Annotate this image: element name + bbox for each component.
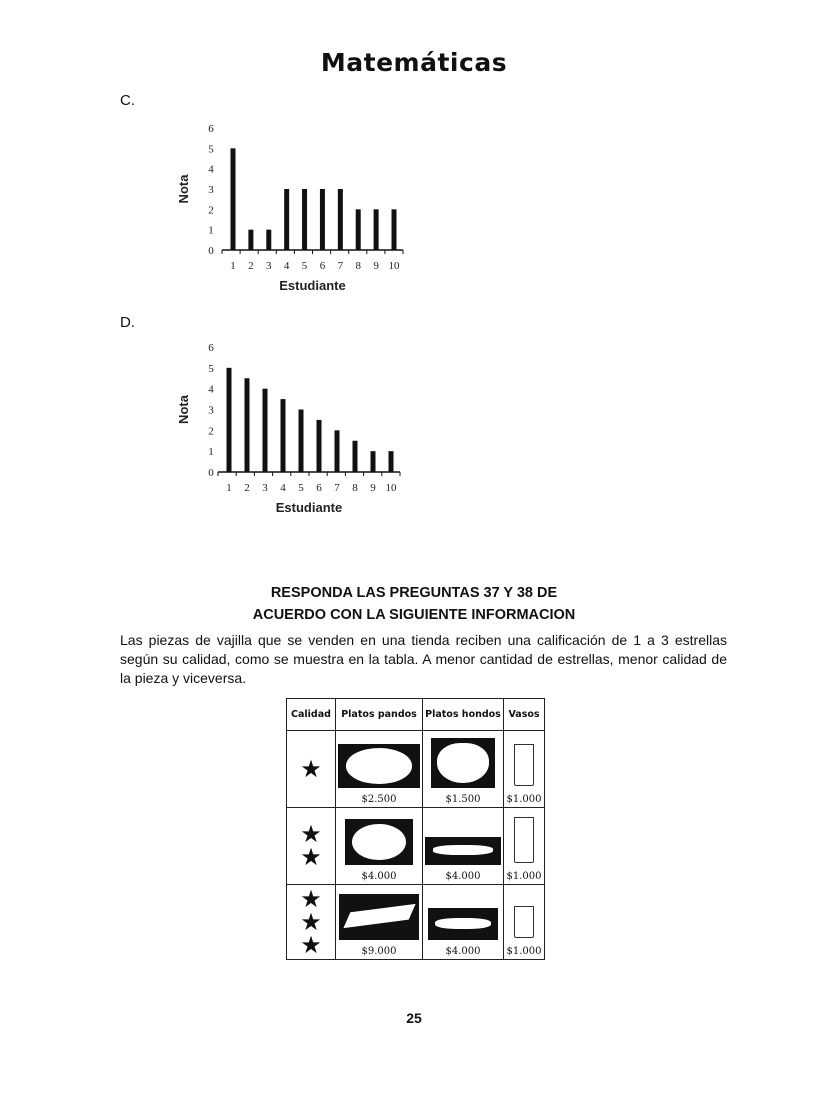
quality-stars	[287, 885, 336, 960]
x-tick-label: 3	[266, 260, 272, 272]
x-tick-label: 9	[370, 482, 376, 494]
product-cell	[336, 731, 423, 808]
section-heading	[0, 582, 828, 626]
chart-d	[0, 335, 828, 525]
price-label: $1.500	[445, 794, 481, 805]
bar-4	[281, 399, 286, 472]
header-platos-pandos: Platos pandos	[336, 699, 423, 731]
bar-5	[299, 410, 304, 473]
table-header-row	[287, 699, 545, 731]
dish-image	[431, 738, 495, 788]
y-tick-label: 5	[208, 362, 214, 375]
price-label: $1.000	[506, 794, 542, 805]
x-axis-title: Estudiante	[275, 500, 343, 515]
star-icon: ★	[300, 754, 322, 783]
star-icon: ★	[300, 843, 322, 871]
product-cell	[504, 808, 545, 885]
bar-7	[338, 189, 343, 250]
price-label: $9.000	[361, 946, 397, 957]
dish-image	[339, 894, 419, 940]
y-axis-title: Nota	[176, 174, 191, 204]
star-icon: ★	[300, 884, 322, 913]
y-tick-label: 1	[208, 224, 214, 237]
header-calidad: Calidad	[287, 699, 336, 731]
price-label: $4.000	[445, 946, 481, 957]
heading-line-2: ACUERDO CON LA SIGUIENTE INFORMACION	[252, 607, 576, 623]
bar-9	[371, 451, 376, 472]
x-tick-label: 8	[355, 260, 361, 272]
x-tick-label: 10	[385, 482, 397, 494]
dish-image	[345, 819, 413, 865]
bar-2	[248, 230, 253, 250]
star-icon: ★	[300, 820, 322, 848]
bar-1	[231, 148, 236, 250]
y-tick-label: 1	[208, 446, 214, 459]
option-c-label: C.	[120, 92, 135, 109]
price-label: $4.000	[445, 871, 481, 882]
intro-paragraph: Las piezas de vajilla que se venden en una tienda reciben una calificación de 1 a 3 estrellas según su calidad, como se muestra en la tabla. A menor cantidad de estrellas, menor calidad de la pieza y viceversa.	[120, 632, 727, 686]
product-cell	[504, 885, 545, 960]
x-tick-label: 10	[388, 260, 400, 272]
product-cell	[423, 731, 504, 808]
price-label: $1.000	[506, 946, 542, 957]
table-row	[287, 731, 545, 808]
x-tick-label: 5	[301, 260, 308, 272]
x-tick-label: 2	[248, 260, 254, 272]
x-tick-label: 2	[244, 482, 250, 494]
y-tick-label: 4	[208, 383, 214, 396]
x-tick-label: 5	[298, 482, 304, 494]
option-d-label: D.	[120, 314, 135, 331]
bar-3	[263, 389, 268, 472]
heading-line-1: RESPONDA LAS PREGUNTAS 37 Y 38 DE	[270, 585, 558, 601]
y-tick-label: 0	[208, 245, 214, 257]
y-tick-label: 3	[208, 184, 214, 196]
x-tick-label: 4	[283, 260, 290, 272]
quality-stars	[287, 731, 336, 808]
x-tick-label: 6	[316, 482, 322, 494]
quality-table	[286, 698, 545, 960]
product-cell	[423, 885, 504, 960]
price-label: $2.500	[361, 794, 397, 805]
product-cell	[504, 731, 545, 808]
dish-image	[338, 744, 420, 788]
y-axis-title: Nota	[176, 395, 191, 424]
page-number: 25	[406, 1010, 422, 1026]
x-tick-label: 4	[280, 482, 286, 494]
bar-3	[266, 230, 271, 250]
product-cell	[336, 808, 423, 885]
price-label: $4.000	[361, 871, 397, 882]
y-tick-label: 0	[208, 467, 214, 479]
x-tick-label: 8	[352, 482, 358, 494]
table-row	[287, 885, 545, 960]
x-tick-label: 1	[226, 482, 232, 494]
x-tick-label: 9	[373, 260, 379, 272]
y-tick-label: 6	[208, 342, 214, 354]
bar-7	[335, 430, 340, 472]
bar-9	[374, 209, 379, 250]
x-tick-label: 7	[337, 260, 344, 272]
bar-10	[392, 209, 397, 250]
x-tick-label: 1	[230, 260, 236, 272]
x-tick-label: 7	[334, 482, 340, 494]
bar-8	[353, 441, 358, 472]
x-tick-label: 6	[319, 260, 326, 272]
price-label: $1.000	[506, 871, 542, 882]
y-tick-label: 5	[208, 143, 214, 156]
y-tick-label: 6	[208, 123, 214, 135]
dish-image	[428, 908, 498, 940]
y-tick-label: 2	[208, 425, 214, 438]
page-title: Matemáticas	[320, 48, 508, 77]
glass-image	[514, 744, 534, 786]
x-tick-label: 3	[262, 482, 268, 494]
product-cell	[423, 808, 504, 885]
bar-4	[284, 189, 289, 250]
header-vasos: Vasos	[504, 699, 545, 731]
bar-10	[389, 451, 394, 472]
dish-image	[425, 837, 501, 865]
bar-2	[245, 378, 250, 472]
star-icon: ★	[300, 930, 322, 959]
bar-8	[356, 209, 361, 250]
product-cell	[336, 885, 423, 960]
y-tick-label: 3	[208, 404, 214, 417]
bar-5	[302, 189, 307, 250]
y-tick-label: 2	[208, 204, 214, 217]
glass-image	[514, 906, 534, 938]
x-axis-title: Estudiante	[279, 278, 346, 293]
bar-6	[320, 189, 325, 250]
y-tick-label: 4	[208, 163, 214, 176]
quality-stars	[287, 808, 336, 885]
chart-c	[0, 110, 828, 300]
bar-6	[317, 420, 322, 472]
header-platos-hondos: Platos hondos	[423, 699, 504, 731]
star-icon: ★	[300, 907, 322, 936]
bar-1	[227, 368, 232, 472]
glass-image	[514, 817, 534, 863]
table-row	[287, 808, 545, 885]
